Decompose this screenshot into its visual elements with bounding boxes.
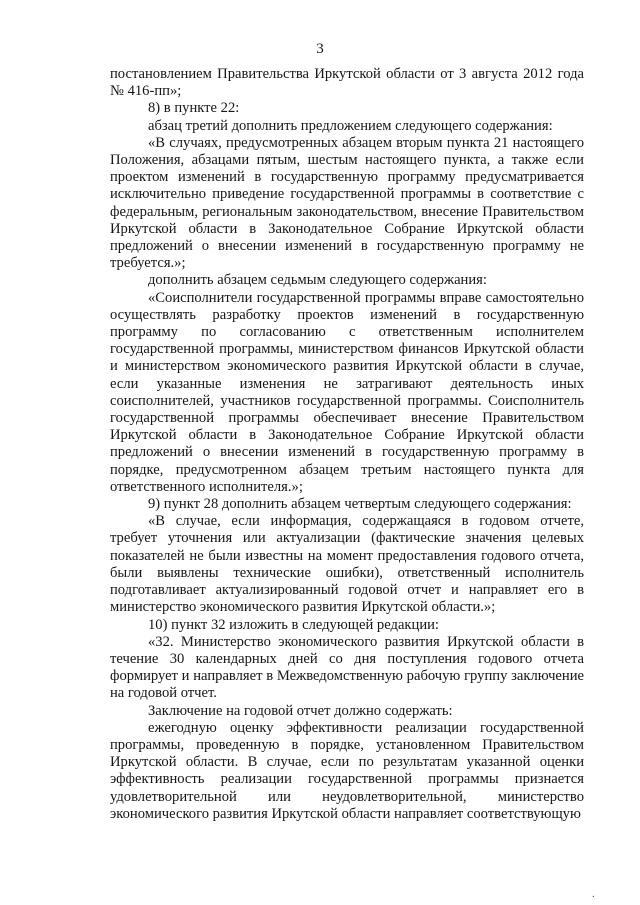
corner-mark: . <box>592 888 595 900</box>
paragraph: 10) пункт 32 изложить в следующей редакции: <box>148 616 439 633</box>
paragraph: дополнить абзацем седьмым следующего содержания: <box>148 272 487 289</box>
paragraph: абзац третий дополнить предложением следующего содержания: <box>148 117 553 134</box>
page-number: 3 <box>316 41 324 57</box>
paragraph: Заключение на годовой отчет должно содержать: <box>148 702 453 719</box>
paragraph: 9) пункт 28 дополнить абзацем четвертым следующего содержания: <box>148 496 572 513</box>
paragraph: 8) в пункте 22: <box>148 100 240 117</box>
paragraph: постановлением Правительства Иркутской области от 3 августа 2012 года № 416-пп»; <box>110 66 584 100</box>
paragraph: «32. Министерство экономического развития Иркутской области в течение 30 календарных дней со дня поступления годового отчета формирует и направляет в Межведомственную рабочую группу заключение на годовой отчет. <box>110 633 584 702</box>
paragraph: «Соисполнители государственной программы вправе самостоятельно осуществлять разработку проектов изменений в государственную программу по согласованию с ответственным исполнителем государственной программы, министерством финансов Иркутской области и министерством экономического развития Иркутской области в случае, если указанные изменения не затрагивают деятельность иных соисполнителей, участников государственной программы. Соисполнитель государственной программы обеспечивает внесение Правительством Иркутской области в Законодательное Собрание Иркутской области предложений о внесении изменений в государственную программу в порядке, предусмотренном абзацем третьим настоящего пункта для ответственного исполнителя.»; <box>110 289 584 495</box>
paragraph: ежегодную оценку эффективности реализации государственной программы, проведенную в порядке, установленном Правительством Иркутской области. В случае, если по результатам указанной оценки эффективность реализации государственной программы признается удовлетворительной или неудовлетворительной, министерство экономического развития Иркутской области направляет соответствующую <box>110 719 584 822</box>
paragraph: «В случаях, предусмотренных абзацем вторым пункта 21 настоящего Положения, абзацами пятым, шестым настоящего пункта, а также если проектом изменений в государственную программу предусматривается исключительно приведение государственной программы в соответствие с федеральным, региональным законодательством, внесение Правительством Иркутской области в Законодательное Собрание Иркутской области предложений о внесении изменений в государственную программу не требуется.»; <box>110 134 584 272</box>
document-body <box>110 66 584 823</box>
paragraph: «В случае, если информация, содержащаяся в годовом отчете, требует уточнения или актуализации (фактические значения целевых показателей не были известны на момент предоставления годового отчета, были выявлены технические ошибки), ответственный исполнитель подготавливает актуализированный годовой отчет и направляет его в министерство экономического развития Иркутской области.»; <box>110 513 584 616</box>
